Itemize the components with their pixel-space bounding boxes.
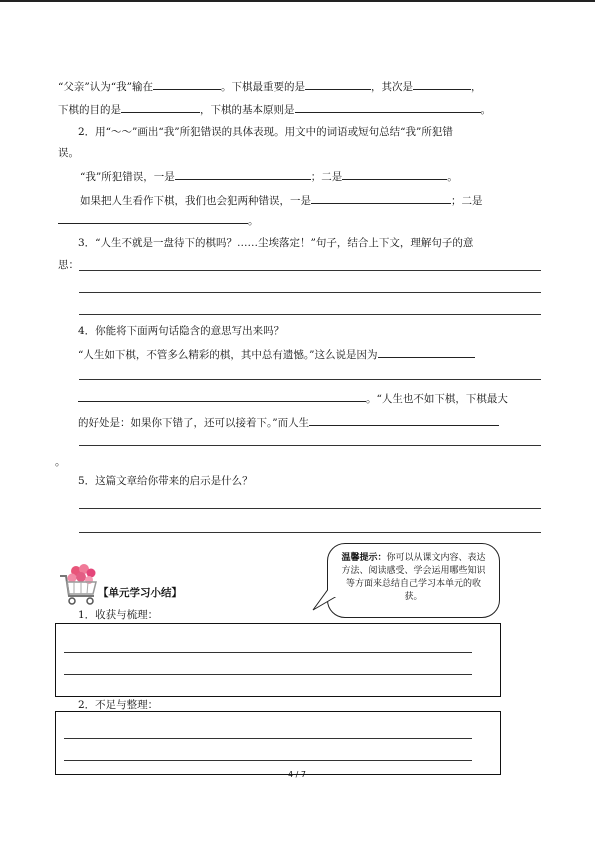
q2-text: 。	[447, 171, 458, 183]
q4-line-1	[78, 346, 475, 362]
bubble-tail-icon	[311, 588, 341, 612]
tip-bubble	[327, 543, 500, 618]
answer-blank[interactable]	[78, 390, 366, 402]
shopping-cart-hearts-icon	[58, 562, 100, 606]
answer-line[interactable]	[79, 379, 541, 380]
q1-text: 。	[480, 104, 491, 116]
q2-line-2	[80, 192, 483, 208]
q4-text: 。“人生也不如下棋，下棋最大	[366, 393, 508, 405]
answer-blank[interactable]	[311, 192, 451, 204]
q4-line-3	[78, 390, 508, 406]
q1-text: ，下棋的基本原则是	[200, 104, 295, 116]
q1-text: 。下棋最重要的是	[220, 81, 305, 93]
answer-blank[interactable]	[309, 414, 499, 426]
answer-line[interactable]	[64, 738, 472, 739]
q1-text: ，	[470, 81, 482, 93]
q2-text: 。	[248, 215, 259, 227]
answer-line[interactable]	[64, 760, 472, 761]
q4-text: “人生如下棋，不管多么精彩的棋，其中总有遗憾。”这么说是因为	[78, 349, 378, 361]
answer-line[interactable]	[79, 508, 541, 509]
header-rule	[0, 0, 595, 2]
q1-text: “父亲”认为“我”输在	[58, 81, 153, 93]
q2-line-3	[58, 212, 259, 228]
answer-blank[interactable]	[121, 101, 200, 113]
answer-line[interactable]	[64, 674, 472, 675]
q3-prompt-cont: 思：	[58, 259, 79, 271]
q2-prompt-cont: 误。	[58, 147, 79, 159]
answer-line[interactable]	[79, 532, 541, 533]
harvest-box[interactable]	[55, 623, 501, 697]
answer-blank[interactable]	[175, 168, 311, 180]
q2-line-1	[80, 168, 458, 184]
q3-prompt: 3．“人生不就是一盘待下的棋吗？……尘埃落定！”句子，结合上下文，理解句子的意	[78, 237, 474, 249]
answer-blank[interactable]	[342, 168, 447, 180]
q1-text: ，其次是	[370, 81, 413, 93]
answer-line[interactable]	[79, 314, 541, 315]
summary-item-1-label: 1．收获与梳理：	[78, 609, 159, 621]
page-number: 4 / 7	[288, 770, 306, 779]
q4-text: 的好处是：如果你下错了，还可以接着下。”而人生	[78, 417, 310, 429]
q2-text: “我”所犯错误，一是	[80, 171, 175, 183]
q4-prompt: 4．你能将下面两句话隐含的意思写出来吗？	[78, 325, 285, 337]
answer-line[interactable]	[79, 270, 541, 271]
answer-line[interactable]	[79, 445, 541, 446]
q4-line-4	[78, 414, 499, 430]
answer-line[interactable]	[79, 292, 541, 293]
q1-text: 下棋的目的是	[58, 104, 121, 116]
q2-text: ；二是	[451, 195, 483, 207]
answer-line[interactable]	[64, 652, 472, 653]
answer-blank[interactable]	[305, 78, 371, 90]
q2-prompt: 2．用“～～”画出“我”所犯错误的具体表现。用文中的词语或短句总结“我”所犯错	[78, 126, 453, 138]
q1-line-2	[58, 101, 491, 117]
q2-text: ；二是	[310, 171, 343, 183]
q5-prompt: 5．这篇文章给你带来的启示是什么？	[78, 475, 253, 487]
summary-heading: 【单元学习小结】	[98, 587, 182, 599]
summary-item-2-label: 2．不足与整理：	[78, 699, 159, 711]
answer-blank[interactable]	[295, 101, 481, 113]
q2-text: 如果把人生看作下棋，我们也会犯两种错误，一是	[80, 195, 311, 207]
tip-label: 温馨提示：	[341, 553, 387, 563]
shortcomings-box[interactable]	[55, 711, 501, 775]
q1-line-1	[58, 78, 481, 94]
tip-text: 你可以从课文内容、表达方法、阅读感受、学会运用哪些知识等方面来总结自己学习本单元的收获。	[341, 553, 486, 602]
answer-blank[interactable]	[378, 346, 475, 358]
answer-blank[interactable]	[413, 78, 471, 90]
q4-end-mark: 。	[55, 456, 66, 468]
answer-blank[interactable]	[153, 78, 221, 90]
answer-blank[interactable]	[58, 212, 248, 224]
